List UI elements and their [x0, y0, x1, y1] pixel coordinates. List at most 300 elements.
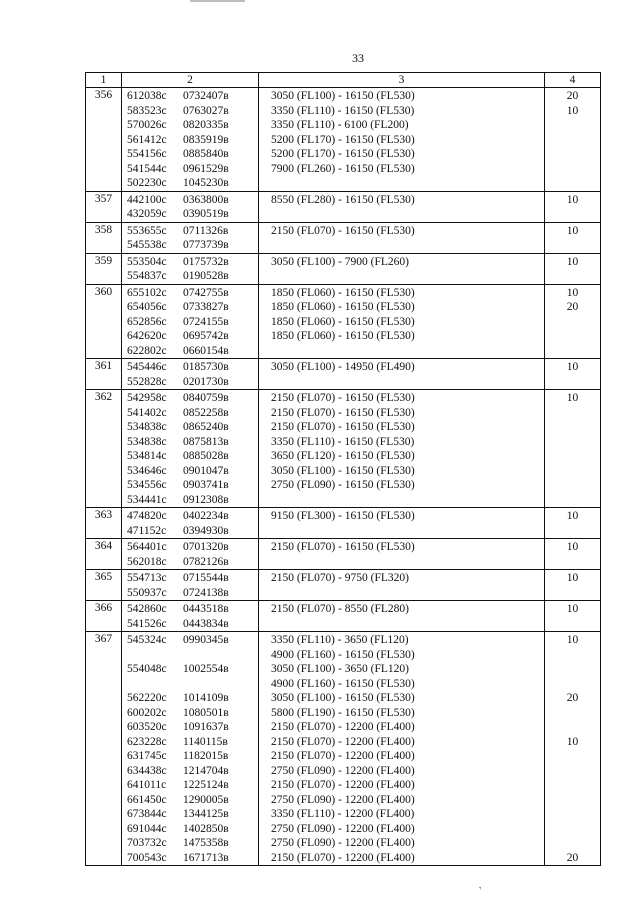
altitude-range: 2750 (FL090) - 12200 (FL400)	[259, 836, 545, 851]
table-row	[86, 720, 601, 735]
longitude: 1140115в	[183, 735, 228, 748]
table-row	[86, 851, 601, 866]
value-cell	[545, 493, 601, 508]
value-cell	[545, 586, 601, 601]
altitude-range: 4900 (FL160) - 16150 (FL530)	[259, 648, 545, 663]
coordinates-cell	[122, 406, 259, 421]
table-row	[86, 359, 601, 375]
entry-number	[86, 555, 122, 570]
latitude: 541544c	[127, 162, 167, 175]
latitude: 641011c	[127, 779, 167, 791]
latitude: 703732c	[127, 837, 167, 849]
value-cell	[545, 406, 601, 421]
altitude-range: 3050 (FL100) - 16150 (FL530)	[259, 691, 545, 706]
latitude: 534814c	[127, 450, 167, 462]
value-cell	[545, 238, 601, 253]
longitude: 1402850в	[183, 822, 229, 835]
coordinates-cell	[122, 735, 259, 750]
longitude: 0742755в	[183, 286, 229, 299]
coordinates-cell	[122, 359, 259, 375]
coordinates-cell	[122, 269, 259, 284]
table-row	[86, 822, 601, 837]
entry-number: 358	[86, 222, 122, 238]
altitude-range: 3050 (FL100) - 7900 (FL260)	[259, 253, 545, 269]
entry-number	[86, 329, 122, 344]
table-row	[86, 406, 601, 421]
altitude-range: 3050 (FL100) - 16150 (FL530)	[259, 464, 545, 479]
latitude: 700543c	[127, 851, 167, 864]
longitude: 0763027в	[183, 104, 229, 117]
entry-number	[86, 617, 122, 632]
altitude-range: 2150 (FL070) - 16150 (FL530)	[259, 406, 545, 421]
entry-number	[86, 735, 122, 750]
latitude: 442100c	[127, 193, 167, 206]
latitude: 570026c	[127, 119, 167, 131]
value-cell	[545, 315, 601, 330]
latitude: 622802c	[127, 344, 167, 357]
value-cell	[545, 162, 601, 177]
altitude-range: 2150 (FL070) - 16150 (FL530)	[259, 539, 545, 555]
longitude: 0835919в	[183, 133, 229, 146]
longitude: 1214704в	[183, 764, 229, 777]
table-row	[86, 284, 601, 300]
entry-number	[86, 807, 122, 822]
entry-number	[86, 662, 122, 677]
longitude: 0865240в	[183, 421, 229, 433]
latitude: 642620c	[127, 330, 167, 342]
altitude-range: 1850 (FL060) - 16150 (FL530)	[259, 284, 545, 300]
latitude: 471152c	[127, 524, 167, 537]
longitude: 0390519в	[183, 208, 229, 220]
longitude: 0724138в	[183, 586, 229, 599]
altitude-range: 2750 (FL090) - 16150 (FL530)	[259, 478, 545, 493]
altitude-range: 2750 (FL090) - 12200 (FL400)	[259, 793, 545, 808]
longitude: 0175732в	[183, 255, 229, 268]
altitude-range: 8550 (FL280) - 16150 (FL530)	[259, 191, 545, 207]
latitude: 534556c	[127, 479, 167, 491]
table-row	[86, 749, 601, 764]
altitude-range: 3650 (FL120) - 16150 (FL530)	[259, 449, 545, 464]
coordinates-cell	[122, 539, 259, 555]
table-row	[86, 104, 601, 119]
altitude-range: 2150 (FL070) - 12200 (FL400)	[259, 778, 545, 793]
table-row	[86, 464, 601, 479]
header-col-1: 1	[86, 73, 122, 88]
value-cell: 10	[545, 104, 601, 119]
value-cell: 10	[545, 359, 601, 375]
value-cell	[545, 617, 601, 632]
coordinates-cell	[122, 524, 259, 539]
latitude: 502230c	[127, 177, 167, 189]
table-row	[86, 390, 601, 406]
value-cell	[545, 662, 601, 677]
coordinates-cell	[122, 836, 259, 851]
longitude: 0715544в	[183, 572, 229, 584]
latitude: 534838c	[127, 421, 167, 433]
altitude-range: 2150 (FL070) - 12200 (FL400)	[259, 749, 545, 764]
coordinates-cell	[122, 176, 259, 191]
longitude: 1091637в	[183, 721, 229, 733]
coordinates-cell	[122, 329, 259, 344]
latitude: 541526c	[127, 617, 167, 630]
altitude-range: 5200 (FL170) - 16150 (FL530)	[259, 133, 545, 148]
entry-number: 360	[86, 284, 122, 300]
entry-number	[86, 207, 122, 222]
longitude: 0695742в	[183, 330, 229, 342]
altitude-range	[259, 617, 545, 632]
value-cell	[545, 118, 601, 133]
table-row	[86, 539, 601, 555]
altitude-range: 3350 (FL110) - 16150 (FL530)	[259, 435, 545, 450]
longitude: 0724155в	[183, 315, 229, 328]
entry-number	[86, 435, 122, 450]
entry-number	[86, 822, 122, 837]
longitude: 0363800в	[183, 193, 229, 206]
value-cell	[545, 147, 601, 162]
entry-number	[86, 720, 122, 735]
altitude-range: 2150 (FL070) - 16150 (FL530)	[259, 390, 545, 406]
latitude: 561412c	[127, 133, 167, 146]
longitude: 0701320в	[183, 541, 229, 553]
value-cell: 10	[545, 570, 601, 586]
entry-number: 364	[86, 539, 122, 555]
latitude: 545538c	[127, 239, 167, 251]
coordinates-cell	[122, 601, 259, 617]
coordinates-cell	[122, 390, 259, 406]
altitude-range: 3350 (FL110) - 6100 (FL200)	[259, 118, 545, 133]
longitude: 1671713в	[183, 851, 229, 864]
value-cell: 10	[545, 632, 601, 648]
longitude: 0733827в	[183, 301, 229, 313]
longitude: 0732407в	[183, 90, 229, 102]
longitude: 0443834в	[183, 617, 229, 630]
table-row	[86, 691, 601, 706]
latitude: 661450c	[127, 793, 167, 806]
value-cell	[545, 822, 601, 837]
latitude: 534441c	[127, 493, 167, 506]
coordinates-cell	[122, 207, 259, 222]
entry-number: 366	[86, 601, 122, 617]
entry-number	[86, 464, 122, 479]
longitude: 0961529в	[183, 162, 229, 175]
value-cell: 10	[545, 508, 601, 524]
entry-number	[86, 147, 122, 162]
altitude-range: 2150 (FL070) - 16150 (FL530)	[259, 420, 545, 435]
entry-number: 357	[86, 191, 122, 207]
longitude: 1344125в	[183, 808, 229, 820]
latitude: 534646c	[127, 464, 167, 477]
value-cell: 20	[545, 851, 601, 866]
altitude-range: 3350 (FL110) - 12200 (FL400)	[259, 807, 545, 822]
coordinates-cell	[122, 555, 259, 570]
entry-number: 367	[86, 632, 122, 648]
altitude-range: 2150 (FL070) - 12200 (FL400)	[259, 735, 545, 750]
table-row	[86, 836, 601, 851]
altitude-range	[259, 555, 545, 570]
latitude: 554837c	[127, 270, 167, 282]
table-row	[86, 176, 601, 191]
entry-number: 361	[86, 359, 122, 375]
entry-number: 363	[86, 508, 122, 524]
coordinates-cell	[122, 493, 259, 508]
coordinates-cell	[122, 851, 259, 866]
coordinates-cell	[122, 570, 259, 586]
table-row	[86, 677, 601, 692]
altitude-range: 1850 (FL060) - 16150 (FL530)	[259, 329, 545, 344]
pen-mark: ʼ	[477, 884, 486, 897]
value-cell	[545, 555, 601, 570]
value-cell: 10	[545, 735, 601, 750]
altitude-range: 5200 (FL170) - 16150 (FL530)	[259, 147, 545, 162]
coordinates-table	[85, 72, 601, 866]
value-cell	[545, 449, 601, 464]
table-row	[86, 632, 601, 648]
altitude-range: 2150 (FL070) - 8550 (FL280)	[259, 601, 545, 617]
latitude: 545446c	[127, 361, 167, 373]
coordinates-cell	[122, 749, 259, 764]
coordinates-cell	[122, 662, 259, 677]
altitude-range: 7900 (FL260) - 16150 (FL530)	[259, 162, 545, 177]
table-row	[86, 778, 601, 793]
table-row	[86, 375, 601, 390]
value-cell: 10	[545, 390, 601, 406]
header-col-4: 4	[545, 73, 601, 88]
coordinates-cell	[122, 300, 259, 315]
coordinates-cell	[122, 133, 259, 148]
altitude-range: 2150 (FL070) - 12200 (FL400)	[259, 851, 545, 866]
coordinates-cell	[122, 420, 259, 435]
altitude-range	[259, 269, 545, 284]
coordinates-cell	[122, 617, 259, 632]
value-cell	[545, 677, 601, 692]
value-cell	[545, 648, 601, 663]
entry-number	[86, 162, 122, 177]
coordinates-cell	[122, 88, 259, 104]
table-row	[86, 238, 601, 253]
longitude: 1080501в	[183, 706, 229, 719]
altitude-range: 1850 (FL060) - 16150 (FL530)	[259, 315, 545, 330]
latitude: 623228c	[127, 735, 167, 748]
entry-number	[86, 238, 122, 253]
latitude: 553504c	[127, 255, 167, 268]
header-row	[86, 73, 601, 88]
table-row	[86, 807, 601, 822]
entry-number	[86, 851, 122, 866]
table-row	[86, 191, 601, 207]
latitude: 612038c	[127, 90, 167, 102]
table-row	[86, 648, 601, 663]
longitude: 1225124в	[183, 779, 229, 791]
longitude: 1290005в	[183, 793, 229, 806]
longitude: 0201730в	[183, 375, 229, 388]
value-cell	[545, 133, 601, 148]
page-number: 33	[352, 51, 364, 65]
value-cell	[545, 706, 601, 721]
entry-number	[86, 133, 122, 148]
table-row	[86, 586, 601, 601]
table-row	[86, 420, 601, 435]
entry-number: 362	[86, 390, 122, 406]
coordinates-cell	[122, 691, 259, 706]
coordinates-cell	[122, 586, 259, 601]
longitude: 0782126в	[183, 555, 229, 568]
longitude: 0820335в	[183, 119, 229, 131]
entry-number	[86, 176, 122, 191]
entry-number	[86, 406, 122, 421]
value-cell	[545, 524, 601, 539]
coordinates-cell	[122, 632, 259, 648]
entry-number	[86, 677, 122, 692]
latitude: 564401c	[127, 541, 167, 553]
entry-number: 359	[86, 253, 122, 269]
entry-number	[86, 300, 122, 315]
header-col-2: 2	[122, 73, 259, 88]
table-row	[86, 133, 601, 148]
latitude: 631745c	[127, 750, 167, 762]
table-row	[86, 300, 601, 315]
table-row	[86, 493, 601, 508]
entry-number	[86, 648, 122, 663]
value-cell	[545, 836, 601, 851]
table-row	[86, 706, 601, 721]
value-cell: 10	[545, 222, 601, 238]
latitude: 691044c	[127, 822, 167, 835]
coordinates-cell	[122, 435, 259, 450]
table-row	[86, 147, 601, 162]
coordinates-cell	[122, 778, 259, 793]
altitude-range	[259, 207, 545, 222]
entry-number	[86, 478, 122, 493]
table-row	[86, 508, 601, 524]
table-body	[86, 88, 601, 866]
value-cell	[545, 420, 601, 435]
value-cell	[545, 176, 601, 191]
entry-number	[86, 524, 122, 539]
entry-number	[86, 344, 122, 359]
entry-number	[86, 749, 122, 764]
latitude: 583523c	[127, 104, 167, 117]
value-cell: 20	[545, 691, 601, 706]
coordinates-cell	[122, 315, 259, 330]
value-cell	[545, 720, 601, 735]
table-row	[86, 118, 601, 133]
value-cell: 20	[545, 88, 601, 104]
latitude: 542958c	[127, 392, 167, 404]
altitude-range: 1850 (FL060) - 16150 (FL530)	[259, 300, 545, 315]
value-cell: 10	[545, 601, 601, 617]
entry-number	[86, 586, 122, 601]
coordinates-cell	[122, 764, 259, 779]
value-cell	[545, 778, 601, 793]
coordinates-cell	[122, 222, 259, 238]
value-cell: 20	[545, 300, 601, 315]
entry-number	[86, 104, 122, 119]
longitude: 0660154в	[183, 344, 229, 357]
longitude: 0990345в	[183, 634, 229, 646]
longitude: 0875813в	[183, 435, 229, 448]
table-row	[86, 555, 601, 570]
altitude-range: 2150 (FL070) - 16150 (FL530)	[259, 222, 545, 238]
altitude-range: 9150 (FL300) - 16150 (FL530)	[259, 508, 545, 524]
table-row	[86, 207, 601, 222]
altitude-range	[259, 493, 545, 508]
altitude-range: 4900 (FL160) - 16150 (FL530)	[259, 677, 545, 692]
entry-number	[86, 778, 122, 793]
value-cell	[545, 207, 601, 222]
coordinates-cell	[122, 449, 259, 464]
latitude: 550937c	[127, 586, 167, 599]
longitude: 0912308в	[183, 493, 229, 506]
value-cell	[545, 344, 601, 359]
altitude-range: 5800 (FL190) - 16150 (FL530)	[259, 706, 545, 721]
coordinates-cell	[122, 375, 259, 390]
value-cell	[545, 329, 601, 344]
value-cell	[545, 793, 601, 808]
latitude: 474820c	[127, 510, 167, 522]
coordinates-cell	[122, 284, 259, 300]
latitude: 534838c	[127, 435, 167, 448]
altitude-range: 3050 (FL100) - 14950 (FL490)	[259, 359, 545, 375]
coordinates-cell	[122, 238, 259, 253]
altitude-range	[259, 586, 545, 601]
latitude: 553655c	[127, 224, 167, 237]
latitude: 652856c	[127, 315, 167, 328]
value-cell	[545, 749, 601, 764]
longitude: 0711326в	[183, 224, 229, 237]
longitude: 1475358в	[183, 837, 229, 849]
value-cell	[545, 807, 601, 822]
table-row	[86, 315, 601, 330]
table-row	[86, 735, 601, 750]
table-row	[86, 269, 601, 284]
entry-number	[86, 269, 122, 284]
table-row	[86, 601, 601, 617]
coordinates-cell	[122, 191, 259, 207]
entry-number	[86, 449, 122, 464]
altitude-range: 3350 (FL110) - 16150 (FL530)	[259, 104, 545, 119]
table-row	[86, 478, 601, 493]
scan-artifact	[190, 0, 245, 2]
longitude: 0852258в	[183, 406, 229, 419]
coordinates-cell	[122, 478, 259, 493]
latitude: 552828c	[127, 375, 167, 388]
entry-number	[86, 315, 122, 330]
longitude: 0402234в	[183, 510, 229, 522]
entry-number	[86, 375, 122, 390]
altitude-range: 2150 (FL070) - 12200 (FL400)	[259, 720, 545, 735]
coordinates-cell	[122, 720, 259, 735]
coordinates-cell	[122, 344, 259, 359]
coordinates-cell	[122, 464, 259, 479]
coordinates-cell	[122, 118, 259, 133]
longitude: 1014109в	[183, 692, 229, 704]
latitude: 655102c	[127, 286, 167, 299]
latitude: 545324c	[127, 634, 167, 646]
table-row	[86, 435, 601, 450]
entry-number	[86, 836, 122, 851]
coordinates-cell	[122, 508, 259, 524]
coordinates-cell	[122, 253, 259, 269]
entry-number	[86, 764, 122, 779]
latitude: 634438c	[127, 764, 167, 777]
altitude-range: 2750 (FL090) - 12200 (FL400)	[259, 764, 545, 779]
coordinates-cell	[122, 147, 259, 162]
latitude: 554156c	[127, 148, 167, 160]
coordinates-cell	[122, 104, 259, 119]
altitude-range: 2750 (FL090) - 12200 (FL400)	[259, 822, 545, 837]
latitude: 562220c	[127, 692, 167, 704]
table-row	[86, 524, 601, 539]
